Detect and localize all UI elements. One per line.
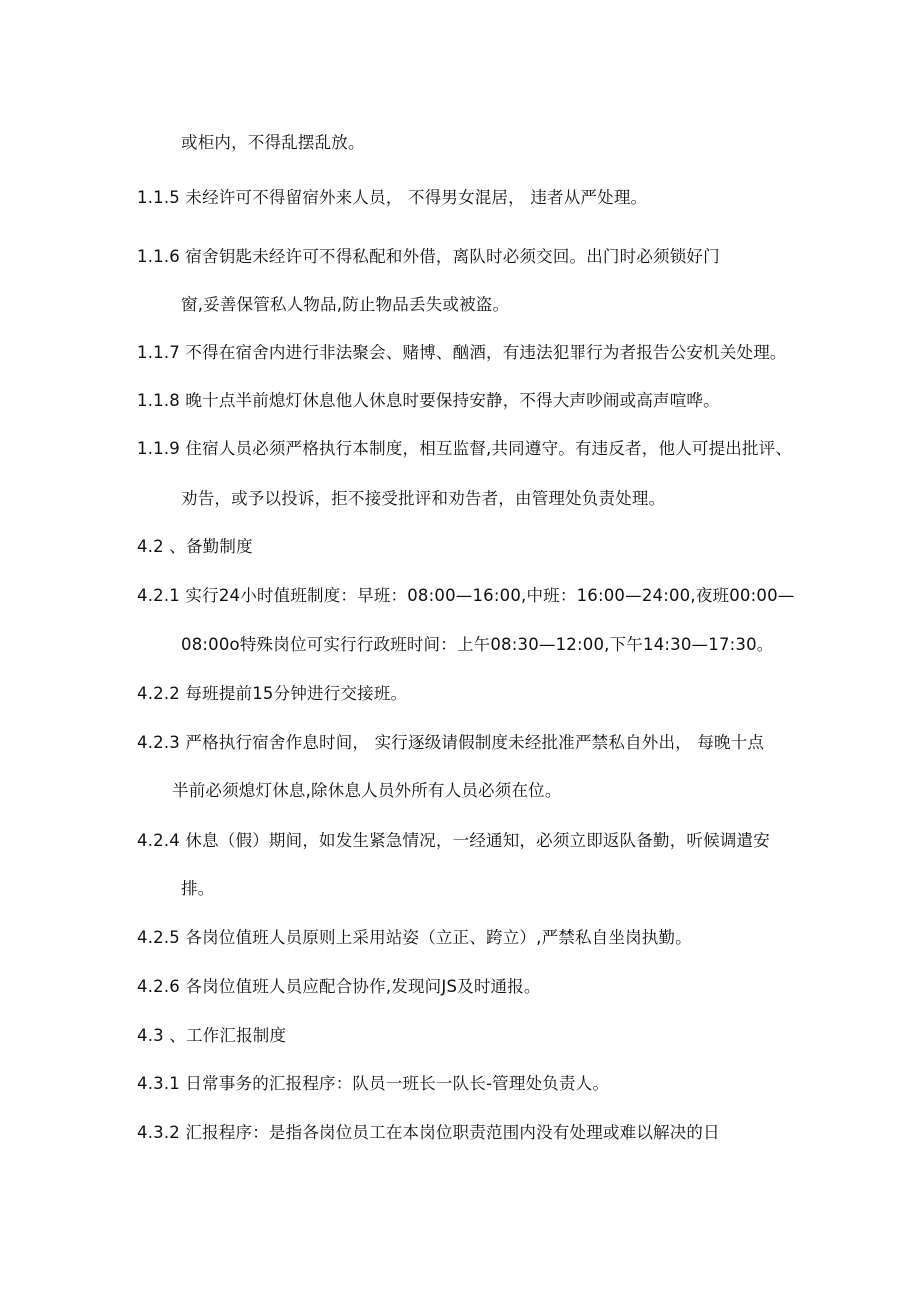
section-4-3-heading: 4.3 、工作汇报制度 (137, 1026, 287, 1045)
clause-4-2-4: 4.2.4 休息（假）期间，如发生紧急情况，一经通知，必须立即返队备勤，听候调遣安 (137, 831, 770, 850)
clause-4-3-1: 4.3.1 日常事务的汇报程序：队员一班长一队长-管理处负责人。 (137, 1074, 610, 1093)
section-4-2-heading: 4.2 、备勤制度 (137, 537, 253, 556)
clause-4-2-2: 4.2.2 每班提前15分钟进行交接班。 (137, 684, 408, 703)
clause-1-1-9-continuation: 劝告，或予以投诉，拒不接受批评和劝告者，由管理处负责处理。 (181, 489, 666, 508)
clause-1-1-7: 1.1.7 不得在宿舍内进行非法聚会、赌博、酗酒，有违法犯罪行为者报告公安机关处理。 (137, 343, 787, 362)
clause-4-3-2: 4.3.2 汇报程序：是指各岗位员工在本岗位职责范围内没有处理或难以解决的日 (137, 1123, 720, 1142)
clause-1-1-9: 1.1.9 住宿人员必须严格执行本制度，相互监督,共同遵守。有违反者，他人可提出批评、 (137, 439, 793, 458)
clause-4-2-1-continuation: 08:00o特殊岗位可实行行政班时间：上午08:30—12:00,下午14:30—17:30。 (181, 635, 774, 654)
text-line-continuation: 或柜内，不得乱摆乱放。 (181, 133, 365, 152)
clause-4-2-5: 4.2.5 各岗位值班人员原则上采用站姿（立正、跨立）,严禁私自坐岗执勤。 (137, 928, 692, 947)
clause-1-1-6: 1.1.6 宿舍钥匙未经许可不得私配和外借，离队时必须交回。出门时必须锁好门 (137, 247, 720, 266)
clause-1-1-8: 1.1.8 晚十点半前熄灯休息他人休息时要保持安静，不得大声吵闹或高声喧哗。 (137, 391, 720, 410)
clause-1-1-6-continuation: 窗,妥善保管私人物品,防止物品丢失或被盗。 (181, 295, 510, 314)
clause-4-2-3: 4.2.3 严格执行宿舍作息时间， 实行逐级请假制度未经批准严禁私自外出， 每晚十点 (137, 733, 765, 752)
clause-1-1-5: 1.1.5 未经许可不得留宿外来人员， 不得男女混居， 违者从严处理。 (137, 188, 648, 207)
clause-4-2-4-continuation: 排。 (181, 879, 215, 898)
clause-4-2-3-continuation: 半前必须熄灯休息,除休息人员外所有人员必须在位。 (172, 781, 562, 800)
clause-4-2-6: 4.2.6 各岗位值班人员应配合协作,发现问JS及时通报。 (137, 977, 541, 996)
clause-4-2-1: 4.2.1 实行24小时值班制度：早班：08:00—16:00,中班：16:00—24:00,夜班00:00— (137, 586, 795, 605)
